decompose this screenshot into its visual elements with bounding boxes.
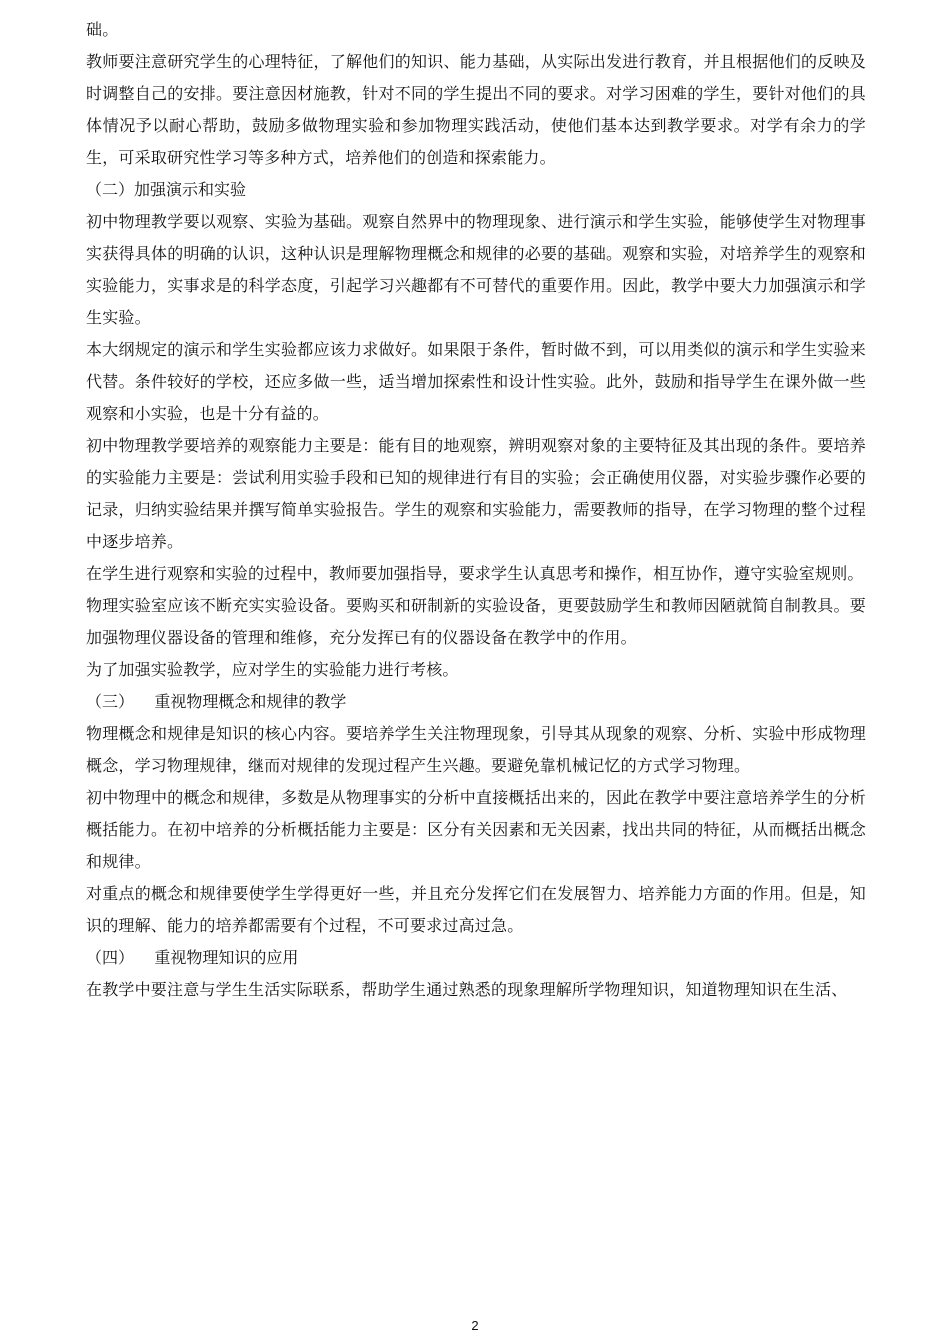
paragraph-observation-basis: 初中物理教学要以观察、实验为基础。观察自然界中的物理现象、进行演示和学生实验，能够使学生对物理事实获得具体的明确的认识，这种认识是理解物理概念和规律的必要的基础。观察和实验，对培养学生的观察和实验能力，实事求是的科学态度，引起学习兴趣都有不可替代的重要作用。因此，教学中要大力加强演示和学生实验。 [86, 212, 866, 327]
page-number: 2 [471, 1318, 479, 1333]
paragraph-syllabus-experiments: 本大纲规定的演示和学生实验都应该力求做好。如果限于条件，暂时做不到，可以用类似的演示和学生实验来代替。条件较好的学校，还应多做一些，适当增加探索性和设计性实验。此外，鼓励和指导学生在课外做一些观察和小实验，也是十分有益的。 [86, 340, 866, 423]
paragraph-application: 在教学中要注意与学生生活实际联系，帮助学生通过熟悉的现象理解所学物理知识，知道物理知识在生活、 [86, 980, 848, 999]
paragraph-lab-equipment: 物理实验室应该不断充实实验设备。要购买和研制新的实验设备，更要鼓励学生和教师因陋就简自制教具。要加强物理仪器设备的管理和维修，充分发挥已有的仪器设备在教学中的作用。 [86, 596, 866, 647]
section-heading-3: （三） 重视物理概念和规律的教学 [86, 692, 347, 711]
section-heading-2: （二）加强演示和实验 [86, 180, 247, 199]
paragraph-observation-ability: 初中物理教学要培养的观察能力主要是：能有目的地观察，辨明观察对象的主要特征及其出现的条件。要培养的实验能力主要是：尝试利用实验手段和已知的规律进行有目的实验；会正确使用仪器，对实验步骤作必要的记录，归纳实验结果并撰写简单实验报告。学生的观察和实验能力，需要教师的指导，在学习物理的整个过程中逐步培养。 [86, 436, 866, 551]
paragraph-continuation: 础。 [86, 20, 119, 39]
paragraph-assessment: 为了加强实验教学，应对学生的实验能力进行考核。 [86, 660, 459, 679]
paragraph-teacher-psychology: 教师要注意研究学生的心理特征，了解他们的知识、能力基础，从实际出发进行教育，并且根据他们的反映及时调整自己的安排。要注意因材施教，针对不同的学生提出不同的要求。对学习困难的学生，要针对他们的具体情况予以耐心帮助，鼓励多做物理实验和参加物理实践活动，使他们基本达到教学要求。对学有余力的学生，可采取研究性学习等多种方式，培养他们的创造和探索能力。 [86, 52, 866, 167]
paragraph-key-concepts: 对重点的概念和规律要使学生学得更好一些，并且充分发挥它们在发展智力、培养能力方面的作用。但是，知识的理解、能力的培养都需要有个过程，不可要求过高过急。 [86, 884, 866, 935]
document-page [86, 14, 866, 1006]
paragraph-teacher-guidance: 在学生进行观察和实验的过程中，教师要加强指导，要求学生认真思考和操作，相互协作，遵守实验室规则。 [86, 564, 864, 583]
paragraph-concepts-analysis: 初中物理中的概念和规律，多数是从物理事实的分析中直接概括出来的，因此在教学中要注意培养学生的分析概括能力。在初中培养的分析概括能力主要是：区分有关因素和无关因素，找出共同的特征，从而概括出概念和规律。 [86, 788, 866, 871]
paragraph-concepts-core: 物理概念和规律是知识的核心内容。要培养学生关注物理现象，引导其从现象的观察、分析、实验中形成物理概念，学习物理规律，继而对规律的发现过程产生兴趣。要避免靠机械记忆的方式学习物理。 [86, 724, 866, 775]
section-heading-4: （四） 重视物理知识的应用 [86, 948, 299, 967]
